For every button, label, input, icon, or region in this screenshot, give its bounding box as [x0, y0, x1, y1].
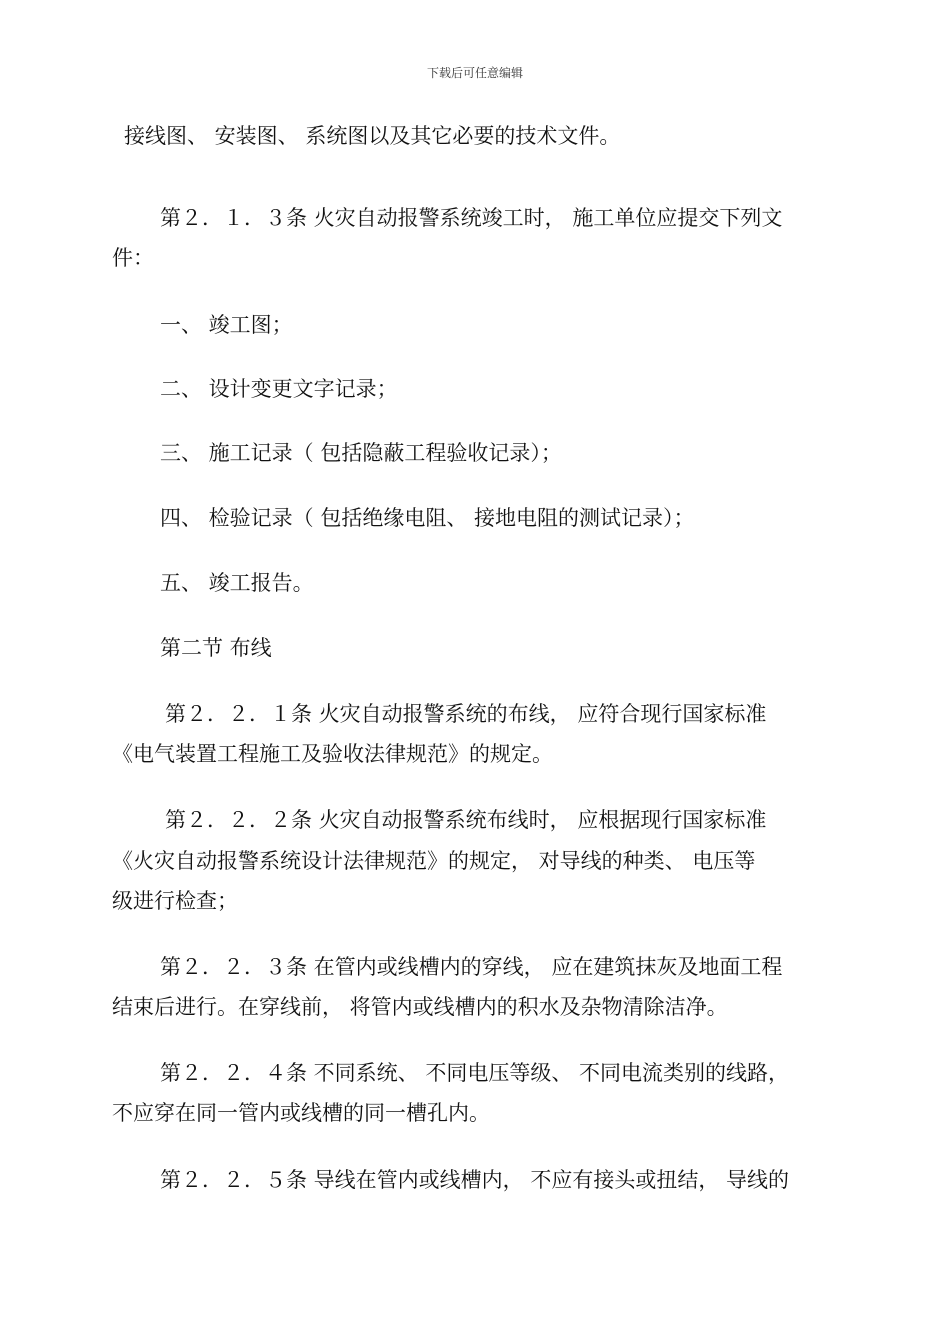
article-2-2-3-line1: 第２．２．３条 在管内或线槽内的穿线， 应在建筑抹灰及地面工程 — [160, 955, 783, 979]
paragraph-line: 接线图、 安装图、 系统图以及其它必要的技术文件。 — [124, 124, 621, 148]
list-item-2: 二、 设计变更文字记录； — [160, 377, 398, 401]
list-item-5: 五、 竣工报告。 — [160, 571, 314, 595]
article-2-1-3-line2: 件： — [112, 246, 154, 270]
article-2-1-3-line1: 第２．１．３条 火灾自动报警系统竣工时， 施工单位应提交下列文 — [160, 206, 783, 230]
article-2-2-1-line2: 《电气装置工程施工及验收法律规范》的规定。 — [112, 742, 553, 766]
article-2-2-4-line1: 第２．２．４条 不同系统、 不同电压等级、 不同电流类别的线路， — [160, 1061, 790, 1085]
article-2-2-5-line1: 第２．２．５条 导线在管内或线槽内， 不应有接头或扭结， 导线的 — [160, 1168, 790, 1192]
list-item-4: 四、 检验记录（ 包括绝缘电阻、 接地电阻的测试记录）； — [160, 506, 695, 530]
section-heading: 第二节 布线 — [160, 636, 272, 660]
page-header: 下载后可任意编辑 — [426, 66, 523, 80]
article-2-2-3-line2: 结束后进行。在穿线前， 将管内或线槽内的积水及杂物清除洁净。 — [112, 995, 728, 1019]
article-2-2-2-line2: 《火灾自动报警系统设计法律规范》的规定， 对导线的种类、 电压等 — [112, 849, 756, 873]
article-2-2-1-line1: 第２．２．１条 火灾自动报警系统的布线， 应符合现行国家标准 — [165, 702, 767, 726]
list-item-3: 三、 施工记录（ 包括隐蔽工程验收记录）； — [160, 441, 562, 465]
article-2-2-4-line2: 不应穿在同一管内或线槽的同一槽孔内。 — [112, 1101, 490, 1125]
list-item-1: 一、 竣工图； — [160, 313, 293, 337]
article-2-2-2-line1: 第２．２．２条 火灾自动报警系统布线时， 应根据现行国家标准 — [165, 808, 767, 832]
article-2-2-2-line3: 级进行检查； — [112, 889, 238, 913]
